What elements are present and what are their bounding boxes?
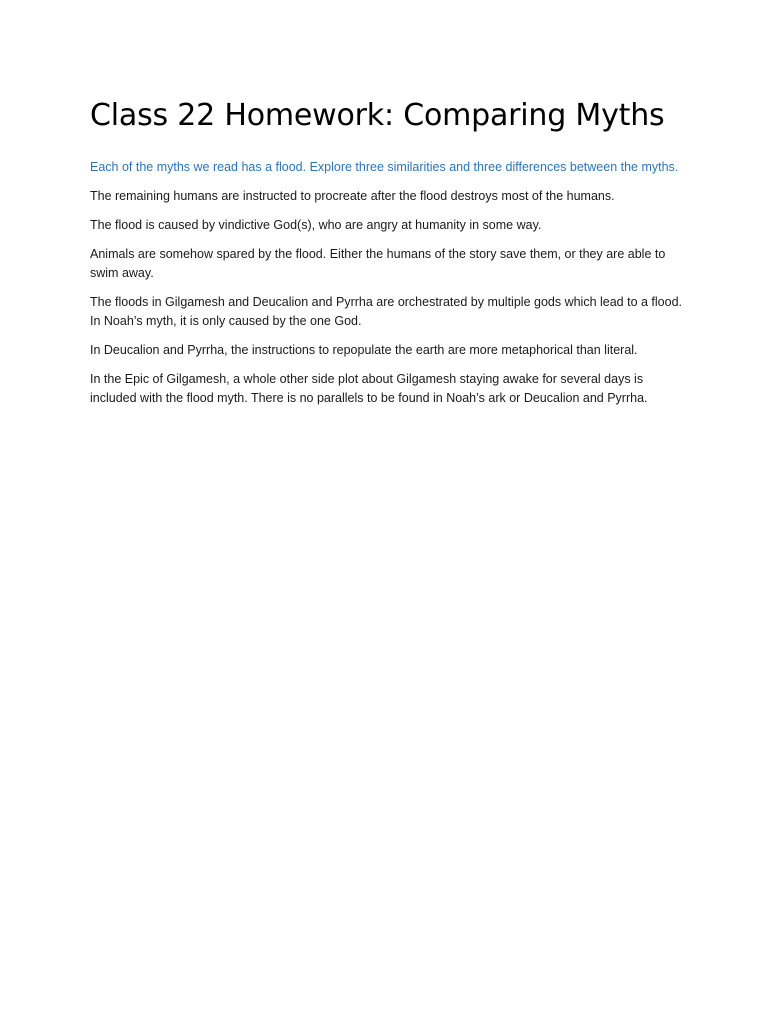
paragraph-6: In the Epic of Gilgamesh, a whole other side plot about Gilgamesh staying awake for several days is included with the flood myth. There is no parallels to be found in Noah’s ark or Deucalion and Pyrrha. (90, 372, 648, 405)
paragraph-4: The floods in Gilgamesh and Deucalion and Pyrrha are orchestrated by multiple gods which lead to a flood. In Noah’s myth, it is only caused by the one God. (90, 295, 683, 328)
paragraph-1: The remaining humans are instructed to procreate after the flood destroys most of the humans. (90, 189, 615, 203)
document-body (90, 96, 686, 408)
paragraph-3: Animals are somehow spared by the flood. Either the humans of the story save them, or they are able to swim away. (90, 247, 666, 280)
assignment-prompt: Each of the myths we read has a flood. Explore three similarities and three differences between the myths. (90, 160, 679, 174)
document-title: Class 22 Homework: Comparing Myths (90, 98, 665, 133)
paragraph-2: The flood is caused by vindictive God(s), who are angry at humanity in some way. (90, 218, 542, 232)
paragraph-5: In Deucalion and Pyrrha, the instructions to repopulate the earth are more metaphorical than literal. (90, 343, 638, 357)
